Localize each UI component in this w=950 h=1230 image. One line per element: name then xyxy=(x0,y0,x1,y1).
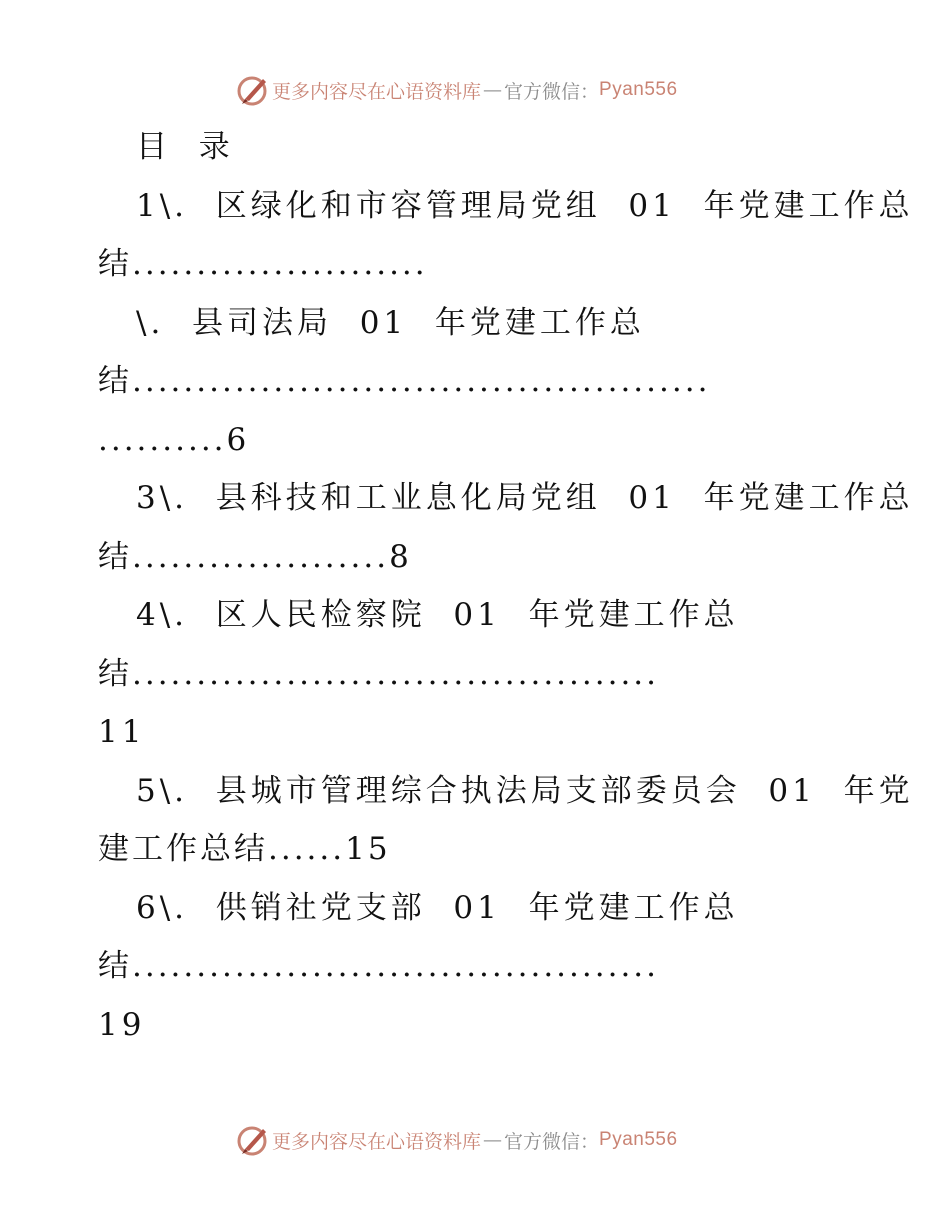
toc-heading: 目 录 xyxy=(136,129,234,165)
toc-entry-4: 4\. 区人民检察院 01 年党建工作总 xyxy=(136,597,739,633)
banner-separator: — xyxy=(483,79,503,101)
toc-entry-3-dots: 结....................8 xyxy=(98,538,412,575)
banner-account: Pyan556 xyxy=(599,79,678,100)
toc-entry-6-dots: 结......................................... xyxy=(98,948,660,984)
banner-label: 官方微信： xyxy=(504,80,600,103)
toc-entry-1: 1\. 区绿化和市容管理局党组 01 年党建工作总 xyxy=(136,187,914,224)
toc-entry-2-dots: 结............................................. xyxy=(98,363,711,399)
toc-entry-5-cont: 建工作总结......15 xyxy=(98,831,391,867)
toc-entry-2-page: ..........6 xyxy=(98,421,250,458)
banner-label: 官方微信： xyxy=(504,1130,600,1153)
banner-text: 更多内容尽在心语资料库 xyxy=(272,1130,482,1153)
header-banner xyxy=(236,72,678,108)
quill-pen-icon xyxy=(236,1123,270,1157)
banner-separator: — xyxy=(483,1129,503,1151)
table-of-contents xyxy=(98,118,914,1054)
toc-entry-4-page: 11 xyxy=(98,714,146,750)
banner-text: 更多内容尽在心语资料库 xyxy=(272,80,482,103)
toc-entry-6: 6\. 供销社党支部 01 年党建工作总 xyxy=(136,889,739,926)
banner-account: Pyan556 xyxy=(599,1129,678,1150)
footer-banner xyxy=(236,1122,678,1158)
toc-entry-6-page: 19 xyxy=(98,1006,146,1043)
toc-entry-3: 3\. 县科技和工业息化局党组 01 年党建工作总 xyxy=(136,480,914,516)
toc-entry-1-dots: 结....................... xyxy=(98,246,428,282)
toc-entry-5: 5\. 县城市管理综合执法局支部委员会 01 年党 xyxy=(136,772,914,809)
toc-entry-4-dots: 结......................................... xyxy=(98,655,660,692)
toc-entry-2: \. 县司法局 01 年党建工作总 xyxy=(136,304,645,341)
quill-pen-icon xyxy=(236,73,270,107)
